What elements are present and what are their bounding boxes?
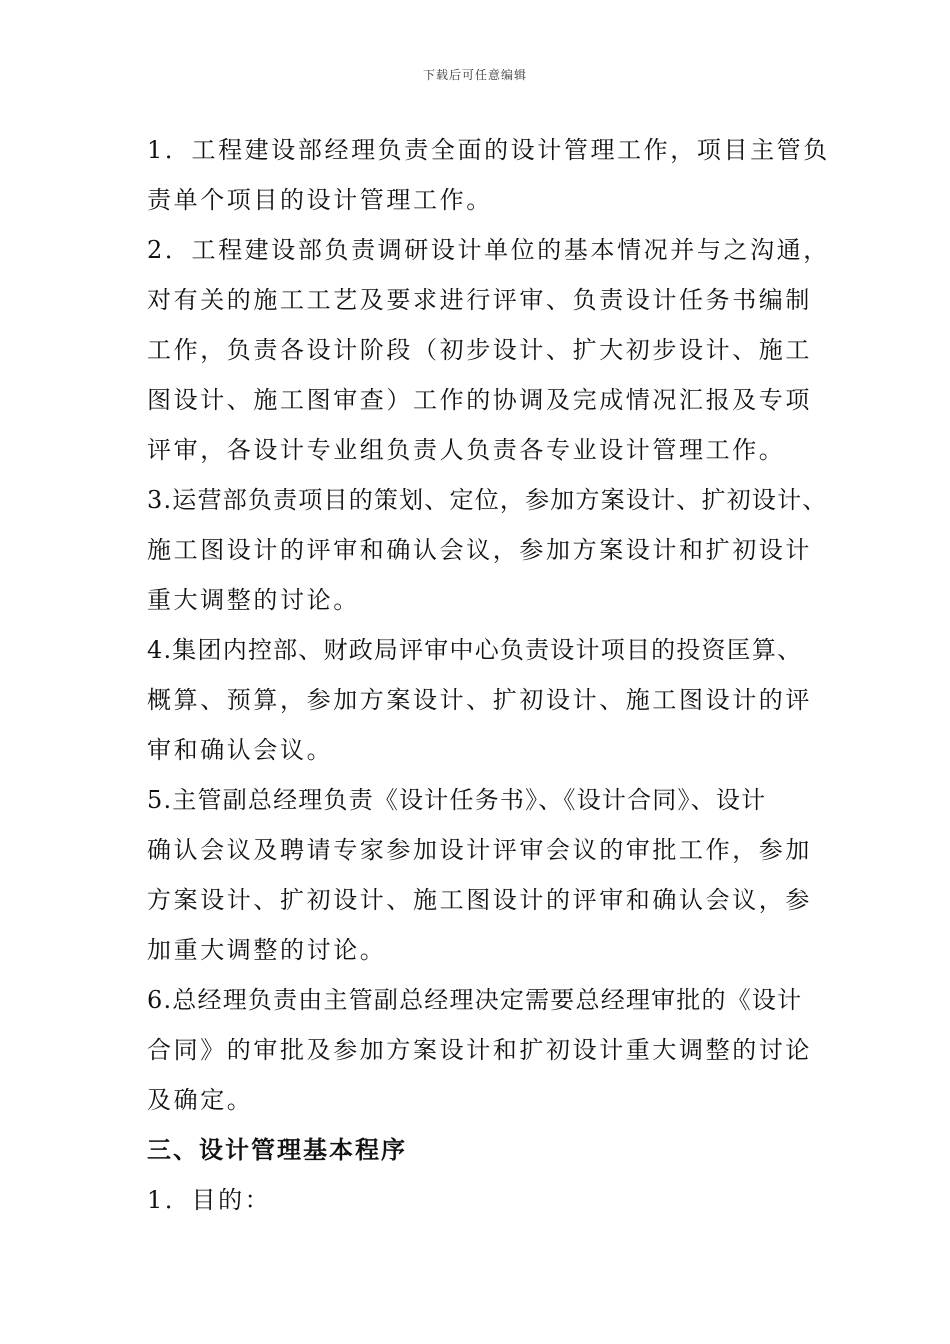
subsection-heading: 1．目的： [147, 1186, 272, 1214]
paragraph-line: 工作，负责各设计阶段（初步设计、扩大初步设计、施工 [147, 336, 812, 364]
paragraph-line: 合同》的审批及参加方案设计和扩初设计重大调整的讨论 [147, 1036, 812, 1064]
paragraph-line: 加重大调整的讨论。 [147, 936, 387, 964]
paragraph-line: 对有关的施工工艺及要求进行评审、负责设计任务书编制 [147, 286, 812, 314]
paragraph-line: 2．工程建设部负责调研设计单位的基本情况并与之沟通， [147, 236, 830, 264]
paragraph-line: 概算、预算，参加方案设计、扩初设计、施工图设计的评 [147, 686, 812, 714]
paragraph-line: 重大调整的讨论。 [147, 586, 360, 614]
paragraph-line: 确认会议及聘请专家参加设计评审会议的审批工作，参加 [147, 836, 812, 864]
paragraph-line: 4.集团内控部、财政局评审中心负责设计项目的投资匡算、 [147, 636, 803, 664]
paragraph-line: 5.主管副总经理负责《设计任务书》、《设计合同》、设计 [147, 786, 767, 814]
paragraph-line: 审和确认会议。 [147, 736, 334, 764]
paragraph-line: 及确定。 [147, 1086, 254, 1114]
document-body [147, 132, 830, 1232]
paragraph-line: 图设计、施工图审查）工作的协调及完成情况汇报及专项 [147, 386, 812, 414]
paragraph-line: 施工图设计的评审和确认会议，参加方案设计和扩初设计 [147, 536, 812, 564]
paragraph-line: 责单个项目的设计管理工作。 [147, 186, 493, 214]
paragraph-line: 3.运营部负责项目的策划、定位，参加方案设计、扩初设计、 [147, 486, 828, 514]
paragraph-line: 6.总经理负责由主管副总经理决定需要总经理审批的《设计 [147, 986, 803, 1014]
paragraph-line: 方案设计、扩初设计、施工图设计的评审和确认会议，参 [147, 886, 812, 914]
page-header: 下载后可任意编辑 [422, 68, 527, 82]
paragraph-line: 1．工程建设部经理负责全面的设计管理工作，项目主管负 [147, 136, 830, 164]
paragraph-line: 评审，各设计专业组负责人负责各专业设计管理工作。 [147, 436, 786, 464]
section-heading: 三、设计管理基本程序 [147, 1136, 407, 1164]
